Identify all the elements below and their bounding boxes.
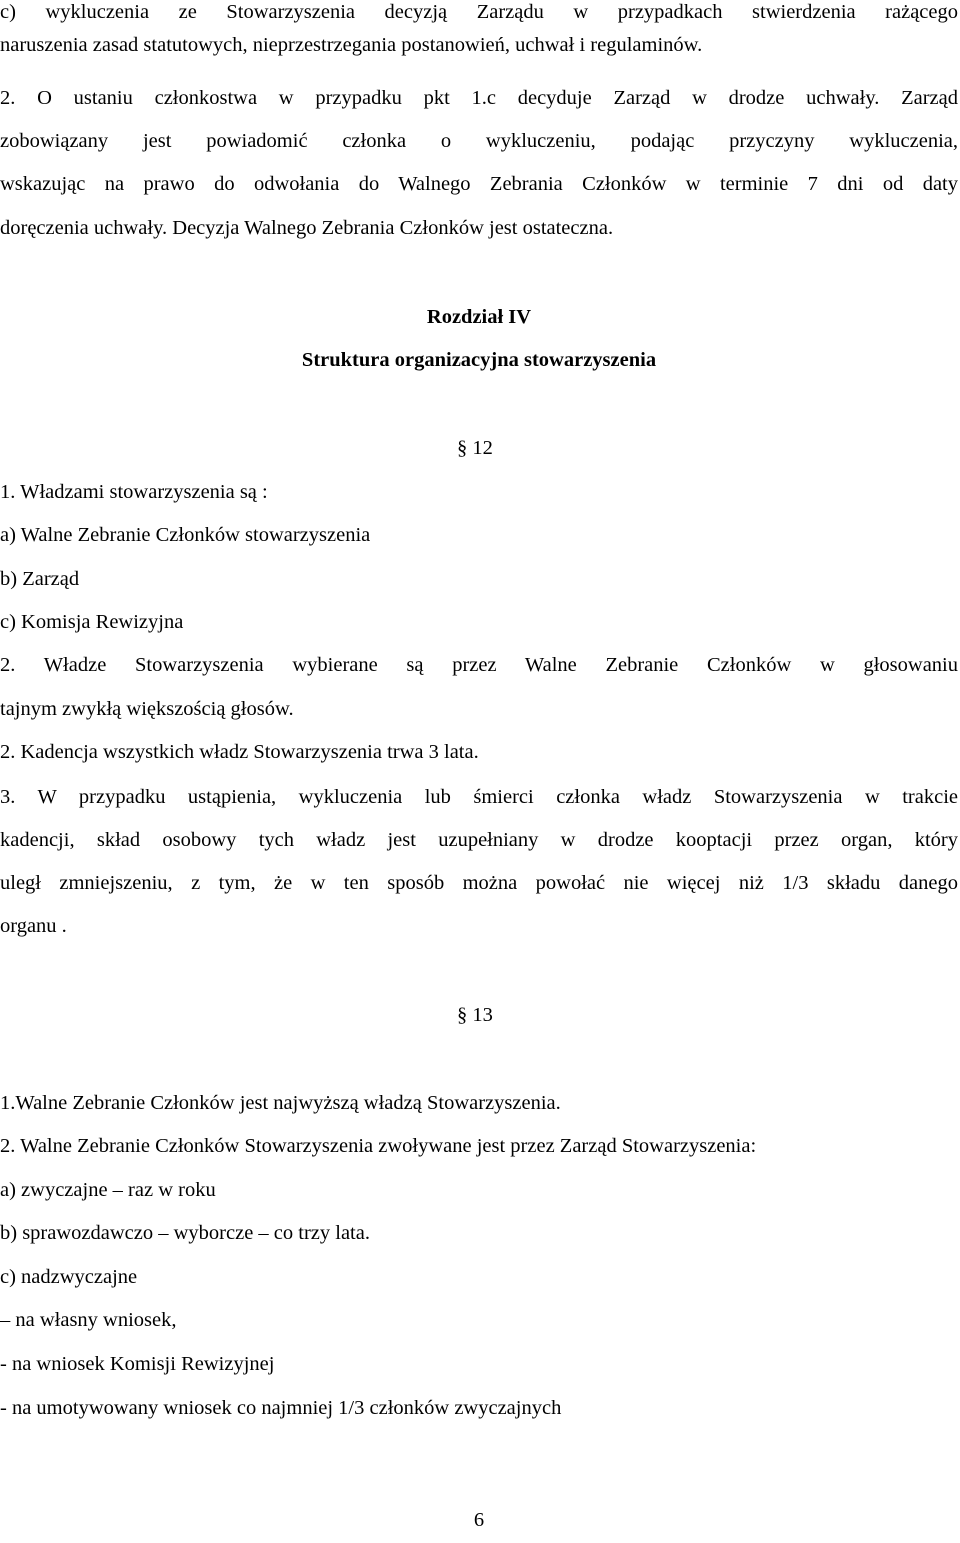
text-line: 3. W przypadku ustąpienia, wykluczenia lub śmierci członka władz Stowarzyszenia w trakcie — [0, 786, 958, 808]
text-line: 2. O ustaniu członkostwa w przypadku pkt 1.c decyduje Zarząd w drodze uchwały. Zarząd — [0, 87, 958, 109]
text-line: - na umotywowany wniosek co najmniej 1/3 członków zwyczajnych — [0, 1397, 562, 1419]
text-line: organu . — [0, 915, 67, 937]
text-line: zobowiązany jest powiadomić członka o wykluczeniu, podając przyczyny wykluczenia, — [0, 130, 958, 152]
text-line: 2. Kadencja wszystkich władz Stowarzyszenia trwa 3 lata. — [0, 741, 479, 763]
text-line: - na wniosek Komisji Rewizyjnej — [0, 1353, 275, 1375]
chapter-title: Rozdział IV — [426, 306, 532, 328]
text-line: b) sprawozdawczo – wyborcze – co trzy lata. — [0, 1222, 370, 1244]
text-line: wskazując na prawo do odwołania do Walnego Zebrania Członków w terminie 7 dni od daty — [0, 173, 958, 195]
text-line: 1.Walne Zebranie Członków jest najwyższą władzą Stowarzyszenia. — [0, 1092, 561, 1114]
text-line: uległ zmniejszeniu, z tym, że w ten sposób można powołać nie więcej niż 1/3 składu danego — [0, 872, 958, 894]
section-heading-13: § 13 — [457, 1004, 493, 1026]
page-number: 6 — [473, 1509, 485, 1531]
text-line: c) nadzwyczajne — [0, 1266, 138, 1288]
chapter-subtitle: Struktura organizacyjna stowarzyszenia — [301, 349, 657, 371]
text-line: 2. Władze Stowarzyszenia wybierane są przez Walne Zebranie Członków w głosowaniu — [0, 654, 958, 676]
text-line: doręczenia uchwały. Decyzja Walnego Zebrania Członków jest ostateczna. — [0, 217, 614, 239]
text-line: naruszenia zasad statutowych, nieprzestrzegania postanowień, uchwał i regulaminów. — [0, 34, 703, 56]
text-line: a) Walne Zebranie Członków stowarzyszenia — [0, 524, 371, 546]
text-line: tajnym zwykłą większością głosów. — [0, 698, 294, 720]
section-heading-12: § 12 — [457, 437, 493, 459]
text-line: – na własny wniosek, — [0, 1309, 177, 1331]
text-line: 1. Władzami stowarzyszenia są : — [0, 481, 268, 503]
text-line: a) zwyczajne – raz w roku — [0, 1179, 216, 1201]
text-line: c) Komisja Rewizyjna — [0, 611, 184, 633]
text-line: c) wykluczenia ze Stowarzyszenia decyzją Zarządu w przypadkach stwierdzenia rażącego — [0, 1, 958, 23]
text-line: 2. Walne Zebranie Członków Stowarzyszenia zwoływane jest przez Zarząd Stowarzyszenia: — [0, 1135, 757, 1157]
text-line: b) Zarząd — [0, 568, 80, 590]
text-line: kadencji, skład osobowy tych władz jest uzupełniany w drodze kooptacji przez organ, który — [0, 829, 958, 851]
